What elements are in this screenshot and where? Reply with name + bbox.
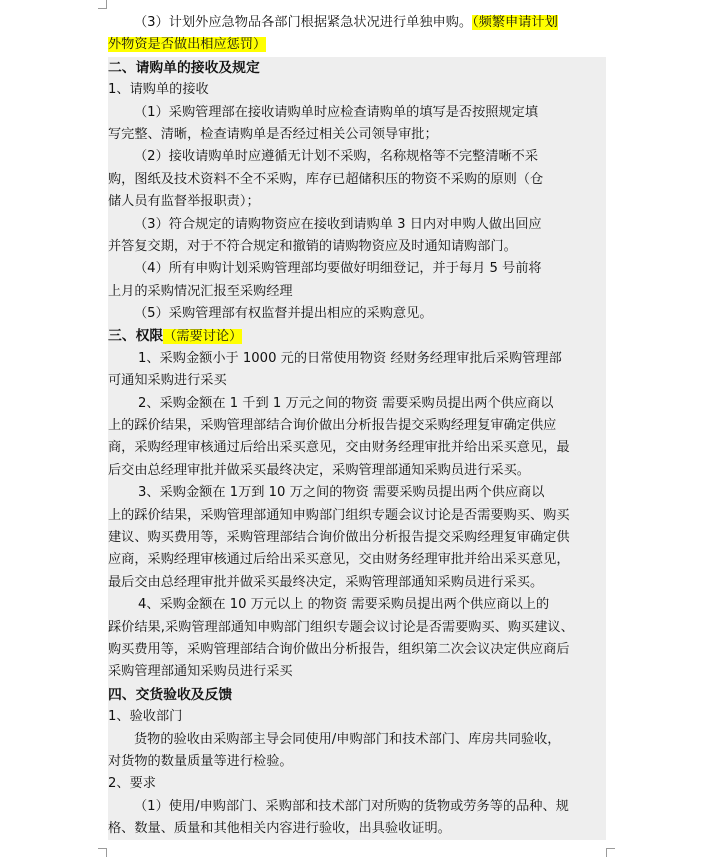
section-heading-3 [108,325,606,347]
highlighted-note: （频繁申请计划 [472,15,558,30]
paragraph-line: 购买费用等，采购管理部结合询价做出分析报告，组织第二次会议决定供应商后 [108,639,606,661]
paragraph-line: （5）采购管理部有权监督并提出相应的采购意见。 [108,303,606,325]
paragraph-line: 最后交由总经理审批并做采买最终决定，采购管理部通知采购员进行采买。 [108,572,606,594]
paragraph-line: 可通知采购进行采买 [108,370,606,392]
paragraph-line: 货物的验收由采购部主导会同使用/申购部门和技术部门、库房共同验收， [108,729,606,751]
paragraph-line: 上的踩价结果，采购管理部结合询价做出分析报告提交采购经理复审确定供应 [108,415,606,437]
subheading: 1、请购单的接收 [108,79,606,101]
paragraph-line: 格、数量、质量和其他相关内容进行验收，出具验收证明。 [108,818,606,840]
paragraph-line: （1）使用/申购部门、采购部和技术部门对所购的货物或劳务等的品种、规 [108,796,606,818]
paragraph-line: 后交由总经理审批并做采买最终决定，采购管理部通知采购员进行采买。 [108,460,606,482]
highlighted-note: （需要讨论） [163,329,243,345]
paragraph-line: （1）采购管理部在接收请购单时应检查请购单的填写是否按照规定填 [108,102,606,124]
subheading: 1、验收部门 [108,706,606,728]
heading-text: 三、权限 [108,328,164,345]
paragraph-line: （3）符合规定的请购物资应在接收到请购单 3 日内对申购人做出回应 [108,214,606,236]
section-heading-4: 四、交货验收及反馈 [108,684,606,706]
paragraph-line: 2、采购金额在 1 千到 1 万元之间的物资 需要采购员提出两个供应商以 [108,393,606,415]
paragraph-line: 应商，采购经理审核通过后给出采买意见，交由财务经理审批并给出采买意见， [108,549,606,571]
paragraph-line: 并答复交期，对于不符合规定和撤销的请购物资应及时通知请购部门。 [108,236,606,258]
highlighted-note: 外物资是否做出相应惩罚） [108,37,267,53]
paragraph-line: 上的踩价结果，采购管理部通知申购部门组织专题会议讨论是否需要购买、购买 [108,505,606,527]
crop-mark-bottom-right [606,848,615,857]
paragraph-line: 4、采购金额在 10 万元以上 的物资 需要采购员提出两个供应商以上的 [108,594,606,616]
section-heading-2: 二、请购单的接收及规定 [108,57,606,79]
paragraph-line: 对货物的数量质量等进行检验。 [108,751,606,773]
paragraph-line: 写完整、清晰，检查请购单是否经过相关公司领导审批； [108,124,606,146]
paragraph-line: 购，图纸及技术资料不全不采购，库存已超储积压的物资不采购的原则（仓 [108,169,606,191]
paragraph-line: 采购管理部通知采购员进行采买 [108,661,606,683]
crop-mark-top-left [98,0,107,9]
paragraph-line: 1、采购金额小于 1000 元的日常使用物资 经财务经理审批后采购管理部 [108,348,606,370]
document-page [108,12,606,840]
paragraph-line: （2）接收请购单时应遵循无计划不采购，名称规格等不完整清晰不采 [108,146,606,168]
paragraph-line: 3、采购金额在 1万到 10 万之间的物资 需要采购员提出两个供应商以 [108,482,606,504]
paragraph-line: 上月的采购情况汇报至采购经理 [108,281,606,303]
crop-mark-bottom-left [98,848,107,857]
paragraph-line: 建议、购买费用等，采购管理部结合询价做出分析报告提交采购经理复审确定供 [108,527,606,549]
subheading: 2、要求 [108,773,606,795]
paragraph-line: 储人员有监督举报职责）； [108,191,606,213]
paragraph-line: （4）所有申购计划采购管理部均要做好明细登记，并于每月 5 号前将 [108,258,606,280]
paragraph-line: 商，采购经理审核通过后给出采买意见，交由财务经理审批并给出采买意见，最 [108,437,606,459]
text-line [108,34,606,56]
text-line [108,12,606,34]
paragraph-line: 踩价结果,采购管理部通知申购部门组织专题会议讨论是否需要购买、购买建议、 [108,617,606,639]
text-span: （3）计划外应急物品各部门根据紧急状况进行单独申购。 [134,15,473,30]
